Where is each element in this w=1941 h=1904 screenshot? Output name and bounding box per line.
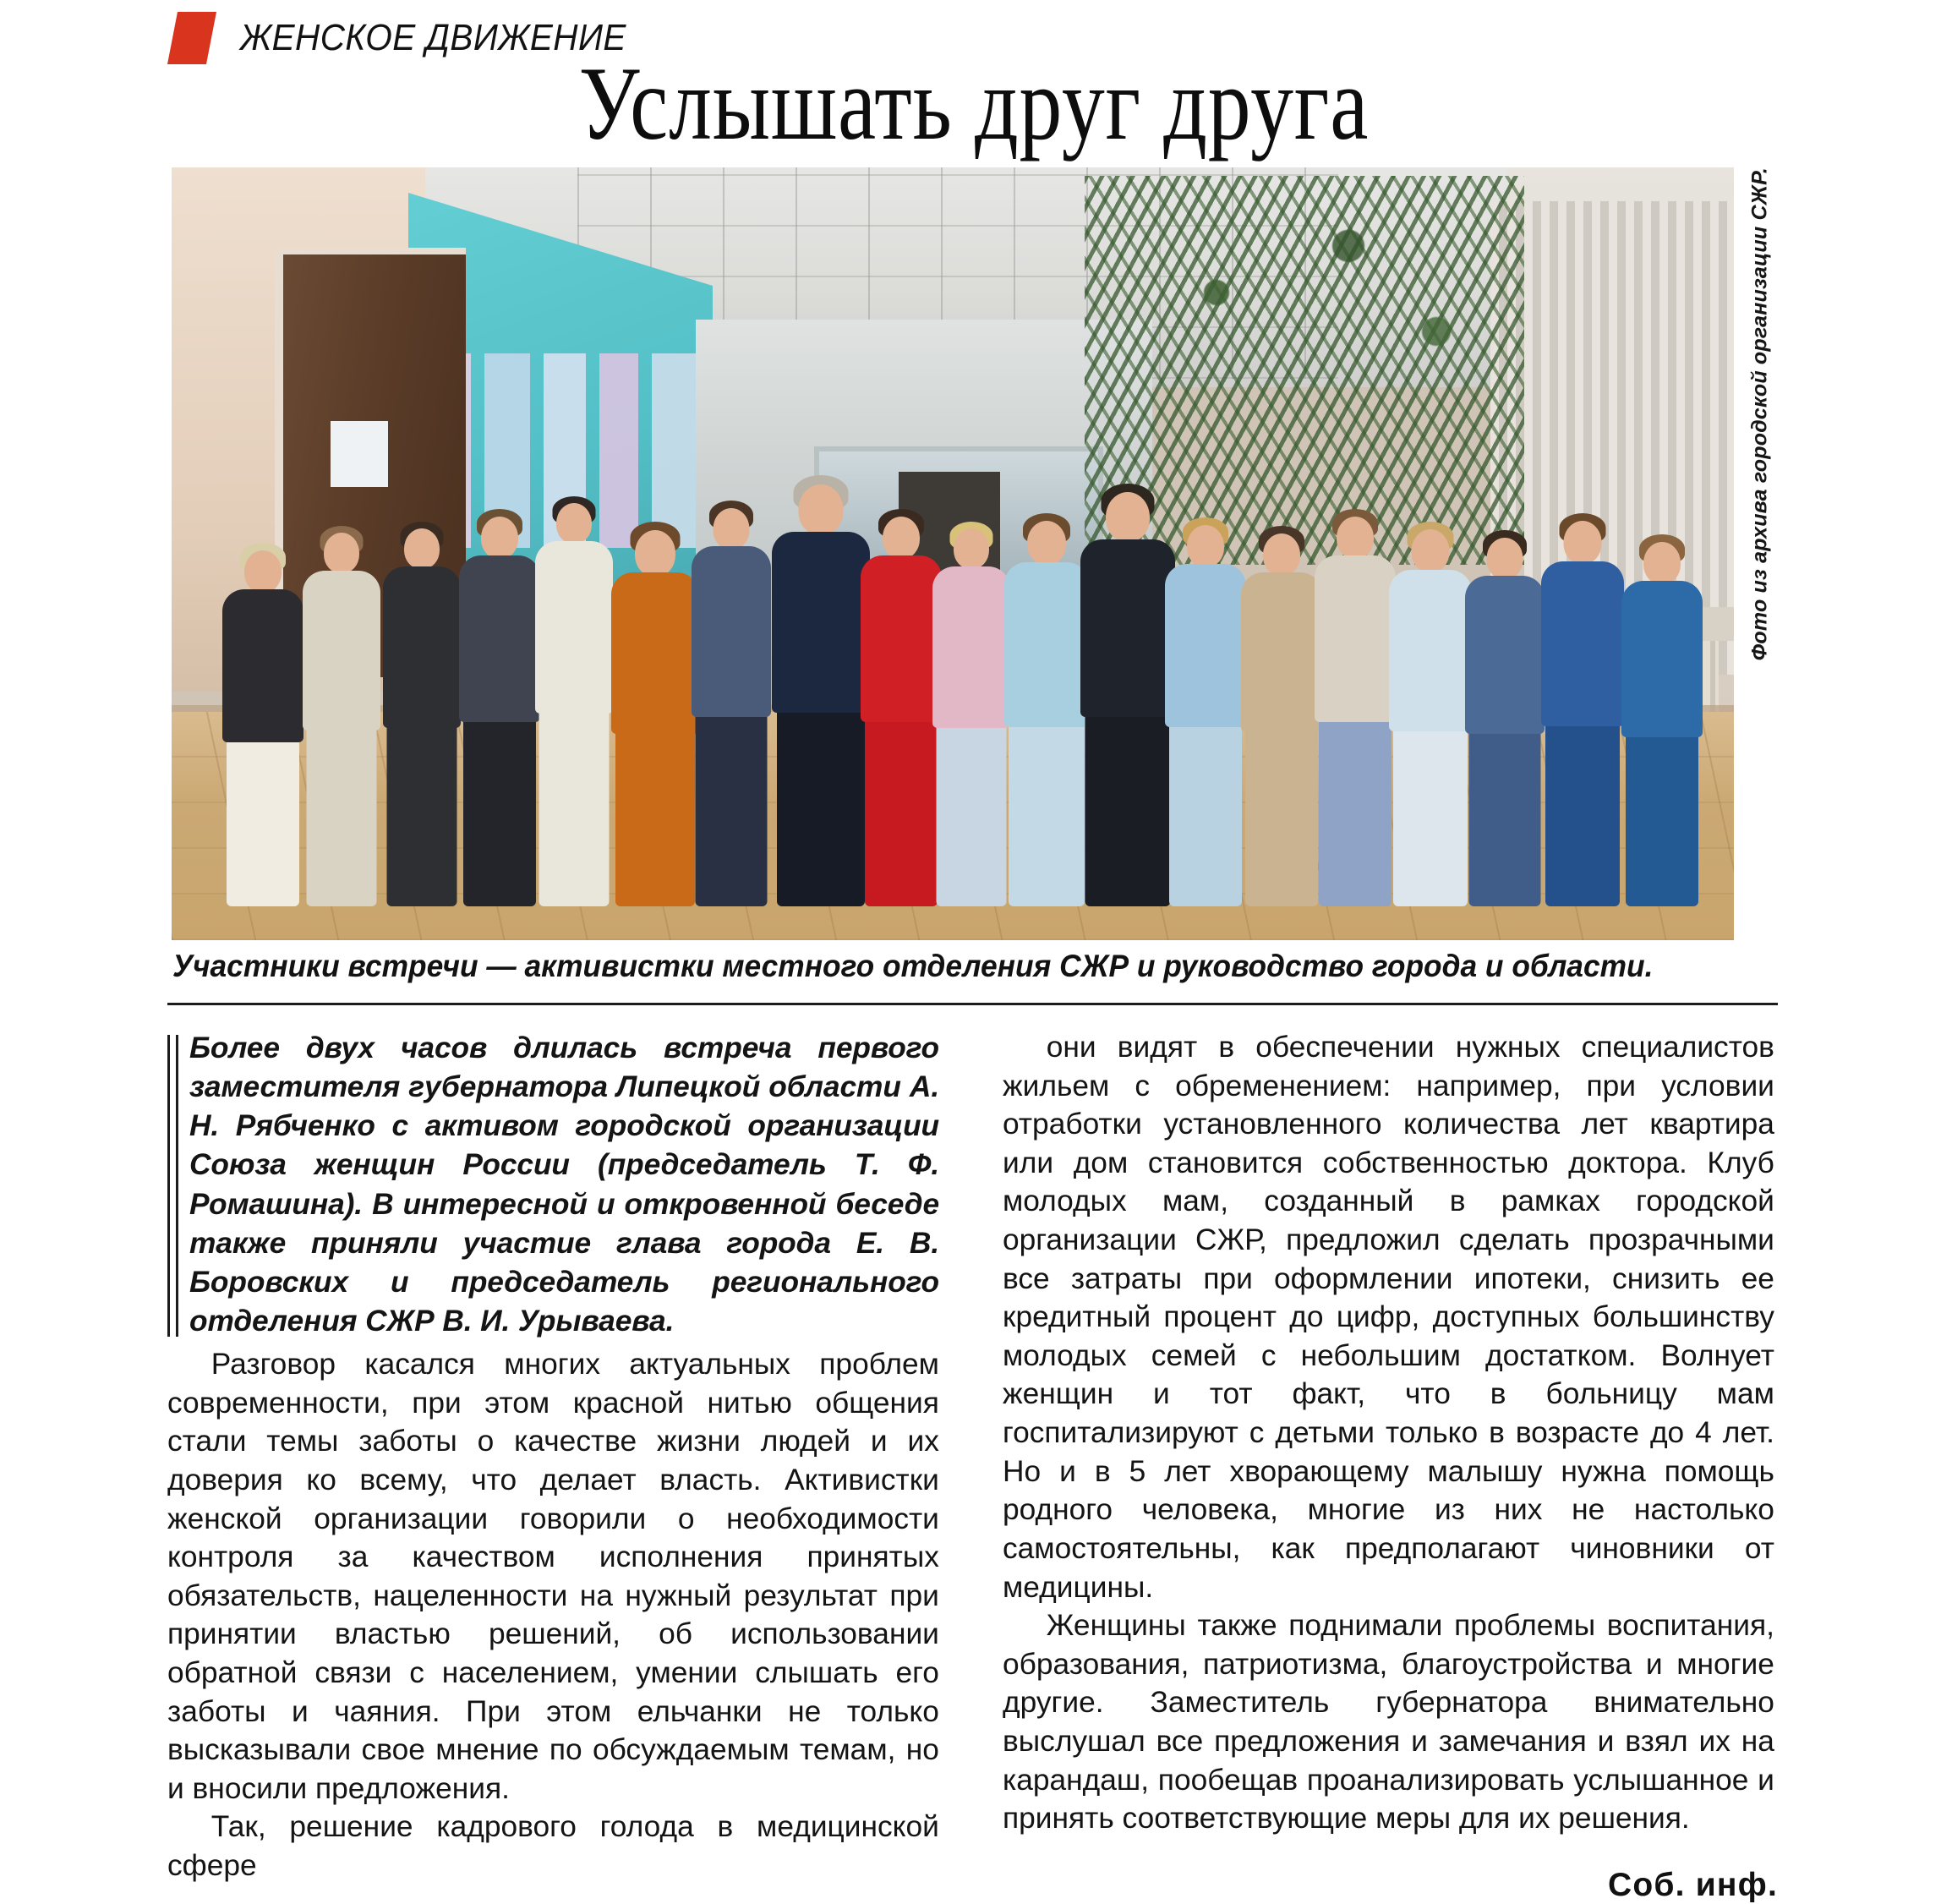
paragraph: они видят в обеспечении нужных специалистов жильем с обременением: например, при условии отработки установленного количества лет квартира или дом становится собственностью доктора. Клуб молодых мам, созданный в рамках городской организации СЖР, предложил сделать прозрачными все затраты при оформлении ипотеки, снизить ее кредитный процент до цифр, доступных большинству молодых семей с небольшим достатком. Волнует женщин и тот факт, что в больницу мам госпитализируют с детьми только в возрасте до 4 лет. Но и в 5 лет хворающему малышу нужна помощь родного человека, многие из них не настолько самостоятельны, как предполагают чиновники от медицины.	[1002, 1030, 1774, 1604]
photo-person	[1315, 509, 1396, 906]
photo-person	[1165, 517, 1246, 906]
photo-person-head	[1487, 538, 1523, 579]
photo-person-torso	[222, 589, 303, 742]
photo-person	[772, 475, 870, 906]
photo-person-head	[324, 533, 359, 573]
photo-person-torso	[1241, 572, 1322, 732]
photo-person-lower	[865, 717, 938, 906]
headline-text: Услышать друг друга	[578, 46, 1370, 161]
photo-person-head	[481, 517, 518, 559]
photo-person-head	[954, 528, 989, 569]
photo-person	[459, 509, 540, 906]
photo-person	[1465, 530, 1545, 906]
article-photo	[172, 167, 1734, 940]
lead-paragraph: Более двух часов длилась встреча первого заместителя губернатора Липецкой области А. Н. Рябченко с активом городской организации Союза женщин России (председатель Т. Ф. Ромашина). В интересной и откровенной беседе также приняли участие глава города Е. В. Боровских и председатель регионального отделения СЖР В. И. Урываева.	[189, 1031, 940, 1338]
photo-person-torso	[1465, 576, 1545, 734]
paragraph: Так, решение кадрового голода в медицинской сфере	[167, 1809, 939, 1883]
photo-person-lower	[1245, 727, 1318, 906]
photo-person-lower	[1169, 722, 1242, 906]
photo-credit-text: Фото из архива городской организации СЖР.	[1747, 167, 1772, 661]
rubric-label: ЖЕНСКОЕ ДВИЖЕНИЕ	[240, 17, 626, 58]
photo-door-sign	[331, 421, 388, 487]
photo-person	[535, 496, 613, 906]
photo-person-torso	[1165, 564, 1246, 727]
photo-person-lower	[539, 709, 610, 906]
photo-person-torso	[1621, 581, 1703, 737]
photo-person-head	[1187, 525, 1224, 567]
photo-person-head	[1564, 521, 1602, 564]
photo-person-head	[556, 503, 592, 544]
photo-person-lower	[1469, 729, 1541, 906]
photo-person	[1541, 513, 1624, 906]
photo-person-lower	[615, 729, 695, 906]
photo-person-torso	[772, 532, 870, 713]
photo-person	[611, 522, 699, 906]
photo-person-head	[244, 550, 282, 593]
photo-person-torso	[1080, 539, 1175, 717]
photo-person-torso	[1315, 555, 1396, 722]
column-left	[167, 1028, 943, 1904]
photo-person-torso	[383, 566, 461, 728]
photo-person	[692, 501, 771, 906]
article-signoff: Соб. инф.	[1607, 1866, 1778, 1903]
photo-person-head	[1027, 521, 1066, 565]
photo-person-torso	[692, 546, 771, 717]
photo-person	[222, 543, 303, 906]
photo-person-lower	[777, 708, 865, 906]
column-right	[1003, 1028, 1779, 1904]
photo-person-torso	[1541, 561, 1624, 726]
photo-person	[1621, 534, 1703, 906]
article-body	[167, 1028, 1778, 1904]
photo-person-lower	[463, 717, 536, 906]
photo-person-head	[1337, 517, 1374, 559]
photo-person-head	[1106, 492, 1150, 542]
photo-person-torso	[459, 555, 540, 722]
photo-person-lower	[1393, 726, 1468, 906]
photo-person-lower	[1009, 722, 1085, 906]
photo-person	[1004, 513, 1089, 906]
photo-person-lower	[387, 723, 457, 906]
photo-person-head	[1412, 529, 1450, 572]
page-title	[172, 46, 1775, 161]
photo-credit	[1743, 167, 1777, 759]
photo-person-head	[1263, 533, 1300, 576]
photo-person	[861, 509, 942, 906]
photo-person	[383, 522, 461, 906]
photo-person-head	[714, 508, 750, 550]
photo-person-head	[635, 530, 675, 577]
photo-person	[1080, 484, 1175, 906]
photo-person-torso	[861, 555, 942, 722]
photo-person-head	[883, 517, 920, 559]
photo-person	[932, 522, 1010, 906]
photo-person-head	[404, 528, 440, 569]
photo-person-lower	[1545, 721, 1620, 906]
photo-person-lower	[227, 737, 299, 906]
photo-person-torso	[932, 566, 1010, 728]
paragraph: Разговор касался многих актуальных проблем современности, при этом красной нитью общения стали темы заботы о качестве жизни людей и их доверия ко всему, что делает власть. Активистки женской организации говорили о необходимости контроля за качеством исполнения принятых обязательств, нацеленности на нужный результат при принятии властью решений, об использовании обратной связи с населением, умении слышать его заботы и чаяния. При этом ельчанки не только высказывали свое мнение по обсуждаемым темам, но и вносили предложения.	[167, 1347, 939, 1805]
photo-person-lower	[1085, 712, 1171, 906]
photo-person-torso	[303, 571, 380, 730]
photo-person-torso	[535, 541, 613, 714]
lead-paragraph-block	[167, 1028, 943, 1340]
section-divider	[167, 1003, 1778, 1005]
photo-person	[303, 526, 380, 906]
photo-person-lower	[307, 725, 377, 906]
photo-person-lower	[1319, 717, 1392, 906]
photo-caption: Участники встречи — активистки местного отделения СЖР и руководство города и области.	[172, 949, 1654, 983]
photo-person	[1241, 526, 1322, 906]
photo-person-torso	[1004, 562, 1089, 727]
photo-person-torso	[1389, 570, 1472, 731]
photo-person	[1389, 522, 1472, 906]
photo-person-head	[1643, 542, 1681, 584]
photo-person-lower	[696, 712, 768, 906]
photo-person-head	[799, 484, 844, 535]
photo-person-torso	[611, 572, 699, 734]
paragraph: Женщины также поднимали проблемы воспитания, образования, патриотизма, благоустройства и многие другие. Заместитель губернатора внимательно выслушал все предложения и замечания и взял их на карандаш, пообещав проанализировать услышанное и принять соответствующие меры для их решения.	[1002, 1608, 1774, 1836]
photo-person-lower	[1626, 732, 1698, 906]
photo-person-lower	[937, 723, 1007, 906]
